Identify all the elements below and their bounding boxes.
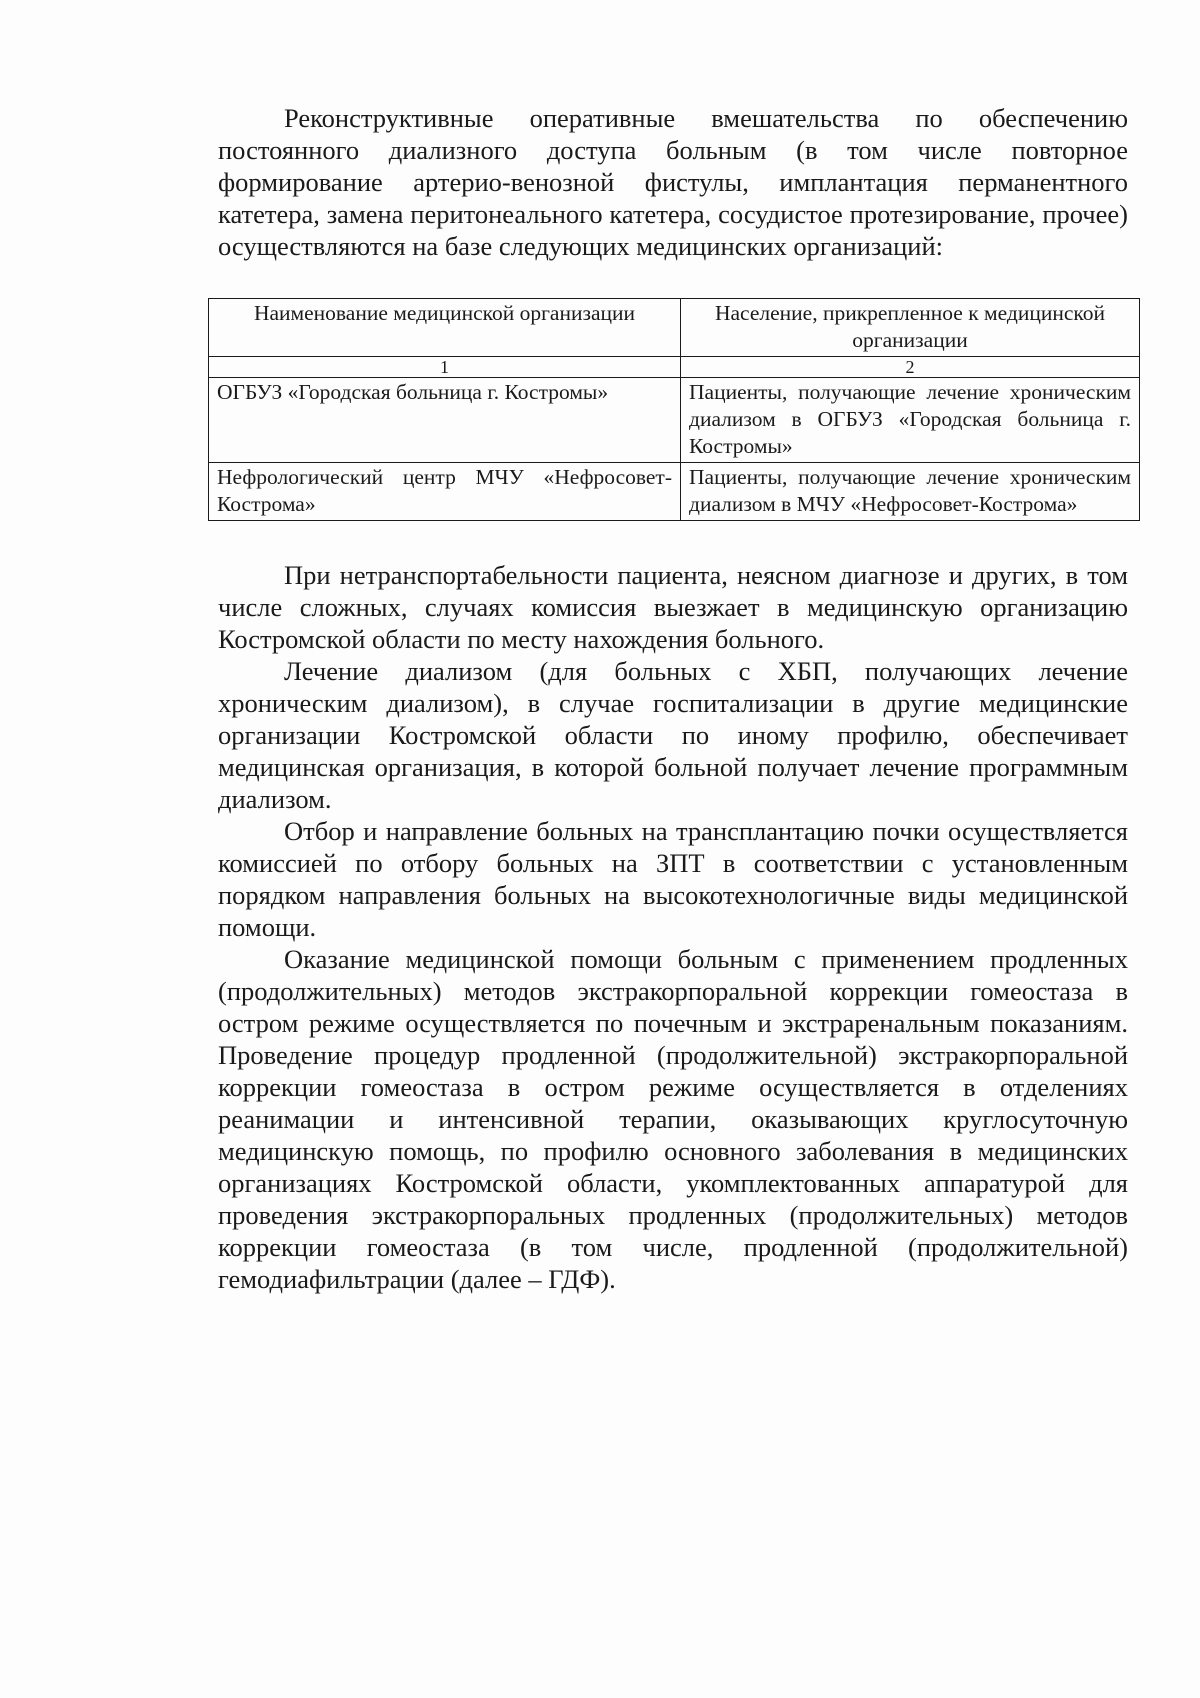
paragraph-commission-visit: При нетранспортабельности пациента, неясном диагнозе и других, в том числе сложных, случаях комиссия выезжает в медицинскую организацию Костромской области по месту нахождения больного. <box>218 560 1128 654</box>
table-header-row <box>209 299 1140 357</box>
paragraph-transplant-selection: Отбор и направление больных на трансплантацию почки осуществляется комиссией по отбору больных на ЗПТ в соответствии с установленным порядком направления больных на высокотехнологичные виды медицинской помощи. <box>218 816 1128 942</box>
paragraph-extracorporeal-correction: Оказание медицинской помощи больным с применением продленных (продолжительных) методов экстракорпоральной коррекции гомеостаза в остром режиме осуществляется по почечным и экстраренальным показаниям. Проведение процедур продленной (продолжительной) экстракорпоральной коррекции гомеостаза в остром режиме осуществляется в отделениях реанимации и интенсивной терапии, оказывающих круглосуточную медицинскую помощь, по профилю основного заболевания в медицинских организациях Костромской области, укомплектованных аппаратурой для проведения экстракорпоральных продленных (продолжительных) методов коррекции гомеостаза (в том числе, продленной (продолжительной) гемодиафильтрации (далее – ГДФ). <box>218 944 1128 1294</box>
column-header-population: Население, прикрепленное к медицинской организации <box>681 299 1140 357</box>
page-content <box>217 102 1131 1295</box>
population-cell: Пациенты, получающие лечение хроническим диализом в ОГБУЗ «Городская больница г. Костромы» <box>681 378 1140 463</box>
column-number-row <box>209 357 1140 378</box>
paragraph-dialysis-treatment: Лечение диализом (для больных с ХБП, получающих лечение хроническим диализом), в случае госпитализации в другие медицинские организации Костромской области по иному профилю, обеспечивает медицинская организация, в которой больной получает лечение программным диализом. <box>218 656 1128 814</box>
medical-organizations-table <box>208 298 1140 521</box>
population-cell: Пациенты, получающие лечение хроническим диализом в МЧУ «Нефросовет-Кострома» <box>681 463 1140 521</box>
org-name-cell: ОГБУЗ «Городская больница г. Костромы» <box>209 378 681 463</box>
column-number-1: 1 <box>209 357 681 378</box>
table-row <box>209 378 1140 463</box>
column-number-2: 2 <box>681 357 1140 378</box>
table-row <box>209 463 1140 521</box>
org-name-cell: Нефрологический центр МЧУ «Нефросовет-Кострома» <box>209 463 681 521</box>
column-header-organization: Наименование медицинской организации <box>209 299 681 357</box>
paragraph-dialysis-access: Реконструктивные оперативные вмешательства по обеспечению постоянного диализного доступа больным (в том числе повторное формирование артерио-венозной фистулы, имплантация перманентного катетера, замена перитонеального катетера, сосудистое протезирование, прочее) осуществляются на базе следующих медицинских организаций: <box>218 103 1128 261</box>
